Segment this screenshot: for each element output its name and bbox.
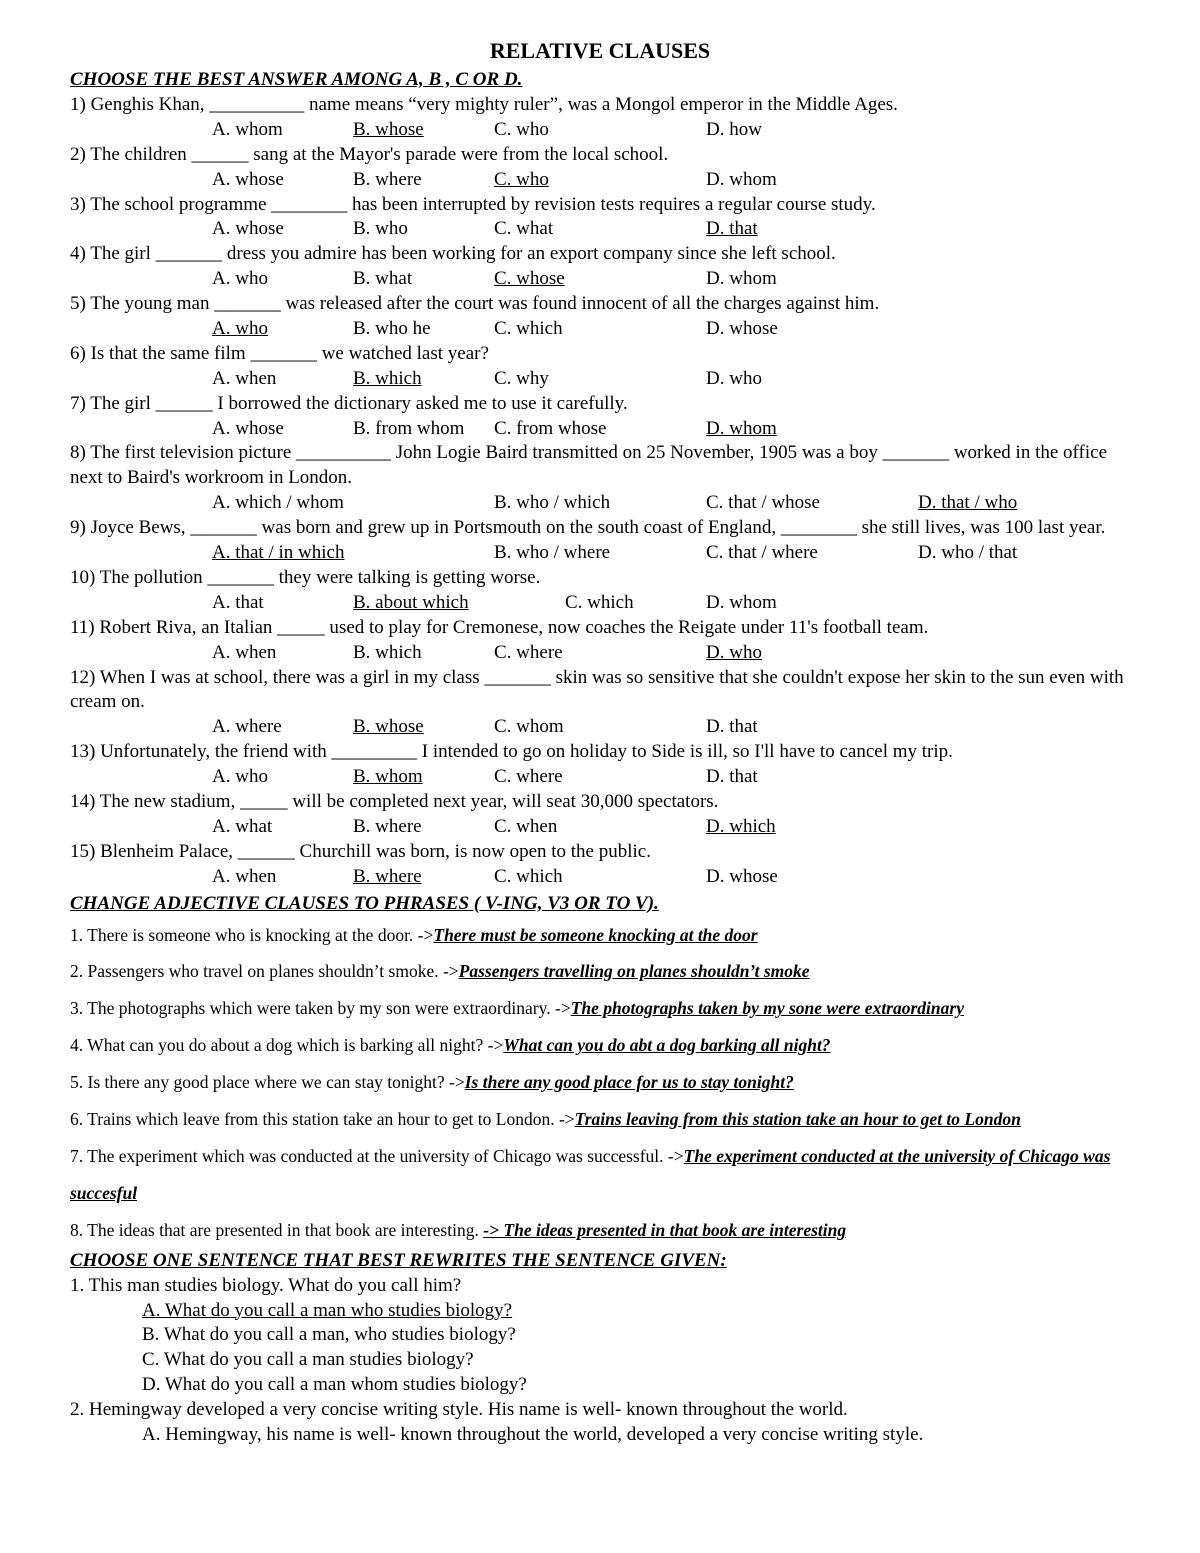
answer-options [70,417,1130,442]
question-text: 8) The first television picture __________ John Logie Baird transmitted on 25 November, 1905 was a boy _______ worked in the office next to Baird's workroom in London. [70,442,1108,489]
option-c[interactable]: C. who [494,168,549,190]
option-b[interactable]: B. where [353,865,422,887]
option-b[interactable]: B. from whom [353,417,465,439]
transform-item [70,1212,1130,1249]
answer-options [70,317,1130,342]
original-sentence: 5. Is there any good place where we can stay tonight? -> [70,1072,465,1093]
rewrite-question-1 [70,1274,1130,1399]
option-b[interactable]: B. whom [353,766,423,788]
option-c[interactable]: C. where [494,766,563,788]
question [70,392,1130,442]
question [70,740,1130,790]
original-sentence: 2. Passengers who travel on planes shouldn’t smoke. -> [70,961,459,982]
question [70,441,1130,516]
option-c[interactable]: C. whom [494,716,564,738]
question [70,342,1130,392]
question [70,143,1130,193]
option-d[interactable]: D. whom [706,268,777,290]
question-text: 13) Unfortunately, the friend with _________ I intended to go on holiday to Side is ill, so I'll have to cancel my trip. [70,741,953,763]
option-d[interactable]: D. that [706,218,758,240]
rewrite-option-a[interactable]: A. What do you call a man who studies biology? [142,1299,513,1321]
question [70,666,1130,741]
question-text: 4) The girl _______ dress you admire has been working for an export company since she left school. [70,243,836,265]
option-c[interactable]: C. why [494,367,549,389]
question-text: 6) Is that the same film _______ we watched last year? [70,342,489,364]
answer-options [70,367,1130,392]
option-a[interactable]: A. when [212,367,277,389]
option-c[interactable]: C. which [565,591,634,613]
option-a[interactable]: A. where [212,716,282,738]
question [70,242,1130,292]
answer-text: Is there any good place for us to stay tonight? [464,1072,794,1093]
option-c[interactable]: C. which [494,318,563,339]
option-b[interactable]: B. whose [353,716,424,738]
question [70,516,1130,566]
option-a[interactable]: A. whose [212,417,284,439]
question-text: 1. This man studies biology. What do you call him? [70,1274,462,1296]
answer-options [70,715,1130,740]
original-sentence: 4. What can you do about a dog which is barking all night? -> [70,1035,504,1056]
option-a[interactable]: A. whom [212,118,283,140]
option-a[interactable]: A. who [212,268,268,290]
transform-item [70,1101,1130,1138]
rewrite-option-d[interactable]: D. What do you call a man whom studies biology? [142,1374,527,1396]
option-b[interactable]: B. what [353,268,413,290]
original-sentence: 7. The experiment which was conducted at the university of Chicago was successful. -> [70,1146,684,1167]
transform-item [70,1064,1130,1101]
option-d[interactable]: D. whose [706,865,778,887]
rewrite-question-2 [70,1398,1130,1448]
answer-text: There must be someone knocking at the door [433,924,758,945]
rewrite-option-c[interactable]: C. What do you call a man studies biology? [142,1349,474,1371]
option-b[interactable]: B. where [353,815,422,837]
question-text: 5) The young man _______ was released after the court was found innocent of all the charges against him. [70,293,880,315]
option-a[interactable]: A. when [212,641,277,663]
question-text: 2. Hemingway developed a very concise writing style. His name is well- known throughout the world. [70,1399,848,1421]
question-text: 9) Joyce Bews, _______ was born and grew up in Portsmouth on the south coast of England, ________ she still lives, was 100 last year. [70,517,1106,539]
option-c[interactable]: C. from whose [494,417,607,439]
option-c[interactable]: C. where [494,641,563,663]
question [70,616,1130,666]
page-title: RELATIVE CLAUSES [489,38,711,63]
option-c[interactable]: C. who [494,118,549,140]
option-d[interactable]: D. that / who [918,492,1018,514]
question-text: 3) The school programme ________ has been interrupted by revision tests requires a regular course study. [70,193,876,215]
option-a[interactable]: A. who [212,318,268,339]
option-c[interactable]: C. that / where [706,542,818,564]
question-text: 1) Genghis Khan, __________ name means “very mighty ruler”, was a Mongol emperor in the Middle Ages. [70,93,898,115]
answer-options [70,591,1130,616]
option-d[interactable]: D. that [706,716,758,738]
section1-questions [70,93,1130,890]
original-sentence: 8. The ideas that are presented in that book are interesting. [70,1219,484,1240]
original-sentence: 1. There is someone who is knocking at the door. -> [70,924,434,945]
answer-text: -> The ideas presented in that book are interesting [483,1219,847,1240]
option-a[interactable]: A. that / in which [212,542,345,564]
option-d[interactable]: D. whose [706,318,778,339]
answer-options [70,815,1130,840]
answer-options [70,118,1130,143]
question-text: 12) When I was at school, there was a girl in my class _______ skin was so sensitive that she couldn't expose her skin to the sun even with cream on. [70,666,1124,713]
option-b[interactable]: B. which [353,641,422,663]
answer-text: The experiment conducted at the university of Chicago was succesful [70,1146,1111,1203]
question-text: 14) The new stadium, _____ will be completed next year, will seat 30,000 spectators. [70,791,719,813]
answer-text: Passengers travelling on planes shouldn’t smoke [458,961,810,982]
question-text: 15) Blenheim Palace, ______ Churchill was born, is now open to the public. [70,840,651,862]
option-b[interactable]: B. which [353,367,422,389]
option-c[interactable]: C. that / whose [706,492,820,514]
answer-options [70,217,1130,242]
question [70,790,1130,840]
option-d[interactable]: D. which [706,815,776,837]
option-b[interactable]: B. where [353,168,422,190]
answer-text: Trains leaving from this station take an hour to get to London [574,1109,1021,1130]
option-c[interactable]: C. what [494,218,554,240]
option-c[interactable]: C. when [494,815,558,837]
option-d[interactable]: D. whom [706,417,777,439]
answer-text: The photographs taken by my sone were extraordinary [570,998,964,1019]
transform-item [70,1027,1130,1064]
answer-options [70,541,1130,566]
question-text: 10) The pollution _______ they were talking is getting worse. [70,566,541,588]
section2-items [70,917,1130,1249]
option-a[interactable]: A. whose [212,168,284,190]
option-b[interactable]: B. about which [353,591,469,613]
rewrite-option-a[interactable]: A. Hemingway, his name is well- known throughout the world, developed a very concise writing style. [142,1424,924,1446]
answer-options [70,168,1130,193]
answer-text: What can you do abt a dog barking all night? [503,1035,831,1056]
transform-item [70,1138,1130,1212]
original-sentence: 3. The photographs which were taken by my son were extraordinary. -> [70,998,571,1019]
question [70,566,1130,616]
question [70,840,1130,890]
section1-heading: CHOOSE THE BEST ANSWER AMONG A, B , C OR D. [70,69,523,90]
question-text: 7) The girl ______ I borrowed the dictionary asked me to use it carefully. [70,392,628,414]
question-text: 11) Robert Riva, an Italian _____ used to play for Cremonese, now coaches the Reigate under 11's football team. [70,616,929,638]
transform-item [70,990,1130,1027]
section2-heading: CHANGE ADJECTIVE CLAUSES TO PHRASES ( V-ING, V3 OR TO V). [70,892,659,914]
section3-heading: CHOOSE ONE SENTENCE THAT BEST REWRITES THE SENTENCE GIVEN: [70,1249,727,1271]
transform-item [70,917,1130,954]
option-b[interactable]: B. who he [353,318,431,339]
question [70,193,1130,243]
question [70,93,1130,143]
transform-item [70,953,1130,990]
document-page [70,36,1130,1448]
option-b[interactable]: B. whose [353,118,424,140]
answer-options [70,491,1130,516]
option-a[interactable]: A. which / whom [212,492,344,514]
option-a[interactable]: A. whose [212,218,284,240]
option-d[interactable]: D. who [706,641,762,663]
option-d[interactable]: D. who [706,367,762,389]
option-d[interactable]: D. that [706,766,758,788]
option-a[interactable]: A. what [212,815,273,837]
original-sentence: 6. Trains which leave from this station take an hour to get to London. -> [70,1109,575,1130]
option-b[interactable]: B. who / which [494,492,611,514]
question-text: 2) The children ______ sang at the Mayor's parade were from the local school. [70,143,669,165]
answer-options [70,641,1130,666]
option-d[interactable]: D. who / that [918,542,1018,564]
answer-options [70,865,1130,890]
option-b[interactable]: B. who / where [494,542,611,564]
option-d[interactable]: D. whom [706,591,777,613]
option-a[interactable]: A. that [212,591,264,613]
option-a[interactable]: A. when [212,865,277,887]
option-a[interactable]: A. who [212,766,268,788]
answer-options [70,267,1130,292]
option-d[interactable]: D. whom [706,168,777,190]
rewrite-option-b[interactable]: B. What do you call a man, who studies biology? [142,1324,516,1346]
question [70,292,1130,342]
option-d[interactable]: D. how [706,118,762,140]
option-c[interactable]: C. which [494,865,563,887]
option-b[interactable]: B. who [353,218,408,240]
option-c[interactable]: C. whose [494,268,565,290]
answer-options [70,765,1130,790]
